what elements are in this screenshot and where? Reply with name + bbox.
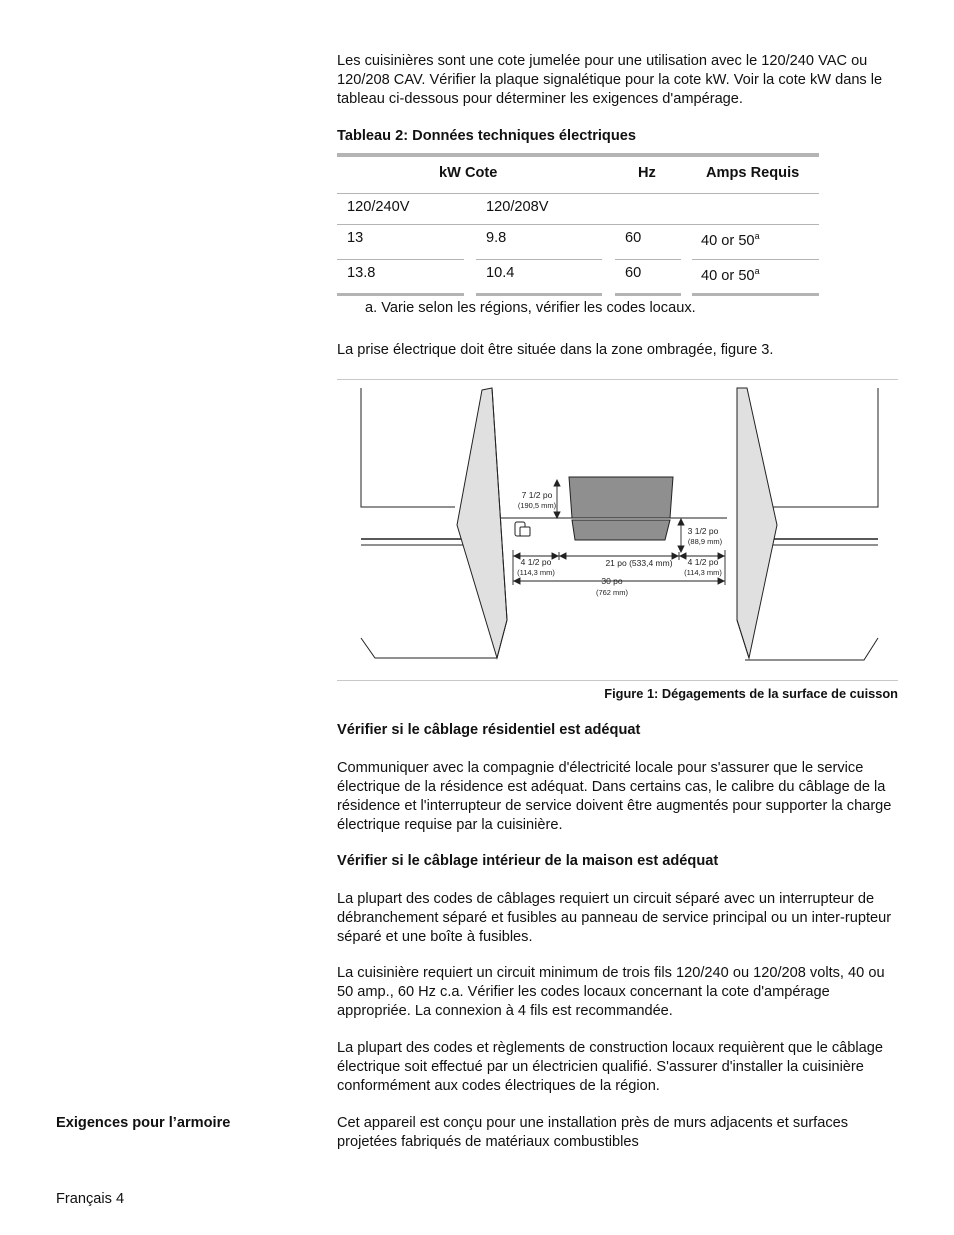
row2-rule-a — [337, 293, 464, 296]
right-upper-cabinet — [767, 388, 878, 507]
cabinet-sidebar-heading: Exigences pour l’armoire — [56, 1115, 231, 1131]
label-4-5-left: 4 1/2 po — [520, 557, 552, 567]
left-upper-cabinet — [361, 388, 455, 507]
subheader-rule — [337, 224, 819, 225]
row1-hz: 60 — [625, 230, 642, 246]
row2-rule-c — [615, 293, 681, 296]
label-7-5: 7 1/2 po — [521, 490, 553, 500]
cabinet-body: Cet appareil est conçu pour une installation près de murs adjacents et surfaces projetées fabriqués de matériaux combustibles — [337, 1115, 849, 1150]
row1-kw240: 13 — [347, 230, 364, 246]
header-kw: kW Cote — [439, 165, 498, 181]
label-30: 30 po — [601, 576, 623, 586]
row2-hz: 60 — [625, 265, 642, 281]
label-7-5-mm: (190,5 mm) — [517, 501, 557, 510]
right-side-panel — [737, 388, 777, 658]
figure-bottom-rule — [337, 680, 898, 681]
header-amps: Amps Requis — [706, 165, 800, 181]
outlet-note: La prise électrique doit être située dans la zone ombragée, figure 3. — [337, 342, 774, 358]
label-3-5: 3 1/2 po — [687, 526, 719, 536]
section2-paragraph3: La plupart des codes et règlements de construction locaux requièrent que le câblage électrique soit effectué par un électricien qualifié. S'assurer d'installer la cuisinière conformément aux codes électriques de la région. — [337, 1040, 883, 1094]
label-4-5-right: 4 1/2 po — [687, 557, 719, 567]
header-rule — [337, 193, 819, 194]
row2-rule-b — [476, 293, 602, 296]
label-4-5-right-mm: (114,3 mm) — [684, 568, 722, 577]
section2-paragraph1: La plupart des codes de câblages requiert un circuit séparé avec un interrupteur de débranchement séparé et fusibles au panneau de service principal ou un inter-rupteur séparé et une boîte à fusibles. — [337, 891, 892, 945]
section2-heading: Vérifier si le câblage intérieur de la maison est adéquat — [337, 853, 719, 869]
row1-rule-b — [476, 259, 602, 260]
row1-rule-a — [337, 259, 464, 260]
row2-rule-d — [692, 293, 819, 296]
section1-heading: Vérifier si le câblage résidentiel est adéquat — [337, 722, 641, 738]
header-hz: Hz — [638, 165, 656, 181]
table-title: Tableau 2: Données techniques électriques — [337, 128, 636, 144]
row2-kw240: 13.8 — [347, 265, 376, 281]
outlet-zone-upper — [569, 477, 673, 518]
section2-paragraph2: La cuisinière requiert un circuit minimum de trois fils 120/240 ou 120/208 volts, 40 ou 50 amp., 60 Hz c.a. Vérifier les codes locaux concernant la cote d'ampérage appropriée. La connexion à 4 fils est recommandée. — [337, 965, 885, 1019]
outlet-zone-lower — [572, 520, 670, 540]
plug-icon — [515, 522, 530, 536]
row1-rule-d — [692, 259, 819, 260]
subheader-240v: 120/240V — [347, 199, 410, 215]
row1-rule-c — [615, 259, 681, 260]
right-base — [745, 638, 878, 660]
table-footnote: a. Varie selon les régions, vérifier les codes locaux. — [365, 300, 696, 316]
label-3-5-mm: (88,9 mm) — [687, 537, 723, 546]
row2-kw208: 10.4 — [486, 265, 515, 281]
label-30-mm: (762 mm) — [595, 588, 629, 597]
row1-amps: 40 or 50$^a$ — [701, 231, 760, 249]
label-21: 21 po (533,4 mm) — [605, 558, 673, 568]
intro-paragraph: Les cuisinières sont une cote jumelée pour une utilisation avec le 120/240 VAC ou 120/208 CAV. Vérifier la plaque signalétique pour la cote kW. Voir la cote kW dans le tableau ci-dessous pour déterminer les exigences d'ampérage. — [337, 53, 883, 107]
left-side-panel — [457, 388, 507, 658]
table-top-rule — [337, 153, 819, 157]
row1-kw208: 9.8 — [486, 230, 507, 246]
label-4-5-left-mm: (114,3 mm) — [517, 568, 555, 577]
left-base — [361, 638, 497, 658]
clearance-diagram — [337, 380, 898, 680]
section1-body: Communiquer avec la compagnie d'électricité locale pour s'assurer que le service électrique de la résidence est adéquat. Dans certains cas, le calibre du câblage de la résidence et l'interrupteur de service doivent être augmentés pour supporter la charge électrique requise par la cuisinière. — [337, 760, 892, 833]
subheader-208v: 120/208V — [486, 199, 549, 215]
figure-caption: Figure 1: Dégagements de la surface de cuisson — [604, 686, 898, 701]
page-footer: Français 4 — [56, 1191, 125, 1207]
row2-amps: 40 or 50$^a$ — [701, 266, 760, 284]
